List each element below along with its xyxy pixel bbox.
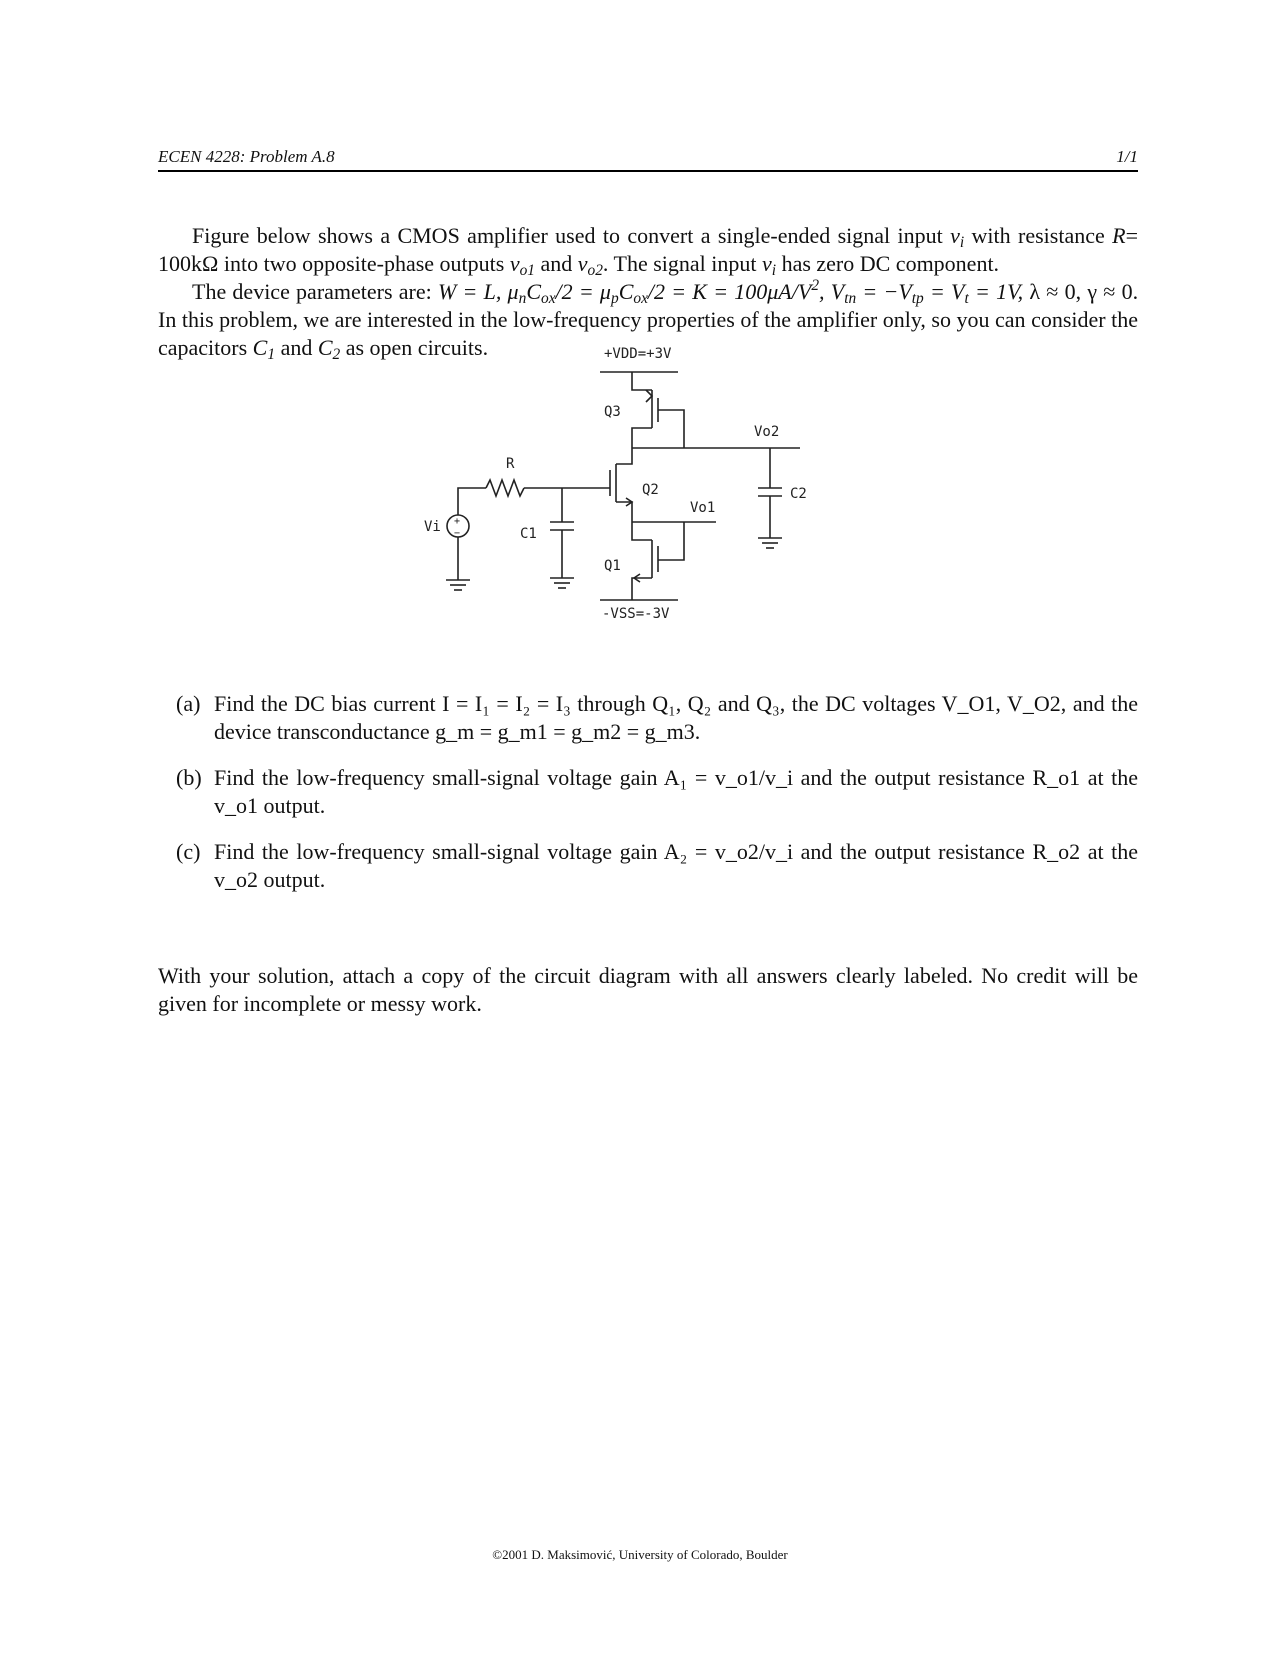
course-problem-title: ECEN 4228: Problem A.8	[158, 147, 335, 166]
vi-plus-sign: +	[454, 516, 461, 527]
resistor-r	[486, 480, 524, 496]
c2-label: C2	[790, 486, 807, 502]
part-c: (c) Find the low-frequency small-signal voltage gain A₂ = v_o2/v_i and the output resistance R_o2 at the v_o2 output.	[176, 839, 1138, 892]
part-b: (b) Find the low-frequency small-signal voltage gain A₁ = v_o1/v_i and the output resistance R_o1 at the v_o1 output.	[176, 765, 1138, 818]
vo1-label: Vo1	[690, 500, 716, 516]
input-wire	[458, 488, 486, 515]
vss-label: -VSS=-3V	[602, 606, 670, 622]
q2-drain-lead	[616, 448, 632, 464]
header-rule	[158, 170, 1138, 172]
part-a: (a) Find the DC bias current I = I₁ = I₂ = I₃ through Q₁, Q₂ and Q₃, the DC voltages V_O1, V_O2, and the device transconductance g_m = g_m1 = g_m2 = g_m3.	[176, 691, 1138, 744]
q1-label: Q1	[604, 558, 621, 574]
q1-source-lead	[632, 578, 652, 600]
vo2-label: Vo2	[754, 424, 780, 440]
q3-drain-lead	[632, 428, 652, 448]
submission-instructions: With your solution, attach a copy of the circuit diagram with all answers clearly labeled. No credit will be given for incomplete or messy work.	[158, 963, 1138, 1016]
q2-source-lead	[616, 502, 632, 522]
page-number: 1/1	[1116, 147, 1138, 166]
page-header	[158, 147, 1138, 171]
resistor-label: R	[506, 456, 515, 472]
q2-label: Q2	[642, 482, 659, 498]
q3-source-lead	[632, 372, 652, 390]
cmos-amplifier-circuit-diagram	[420, 346, 860, 660]
copyright-footer: ©2001 D. Maksimović, University of Colorado, Boulder	[492, 1547, 788, 1562]
vi-label: Vi	[424, 519, 441, 535]
q1-drain-lead	[632, 522, 652, 540]
vdd-label: +VDD=+3V	[604, 346, 672, 362]
q3-arrow	[646, 390, 652, 402]
intro-paragraph: Figure below shows a CMOS amplifier used to convert a single-ended signal input $v_i$ with resistance R= 100kΩ into two opposite-phase outputs $v_{o1}$ and $v_{o2}$. The signal input $v_i$ has zero DC component.	[158, 223, 1139, 279]
q3-label: Q3	[604, 404, 621, 420]
q1-gate-lead	[658, 522, 684, 560]
q3-gate-lead	[658, 410, 684, 448]
device-parameters-paragraph: The device parameters are: W = L, $\mu_nC_{ox}/2 = \mu_pC_{ox}/2 = K = 100\mu A/V^2$, $V_{tn} = -V_{tp} = V_t = 1V$, λ ≈ 0, γ ≈ 0. In this problem, we are interested in the low-frequency properties of the amplifier only, so you can consider the capacitors $C_1$ and $C_2$ as open circuits.	[158, 276, 1139, 363]
vi-minus-sign: −	[454, 528, 461, 539]
c1-label: C1	[520, 526, 537, 542]
